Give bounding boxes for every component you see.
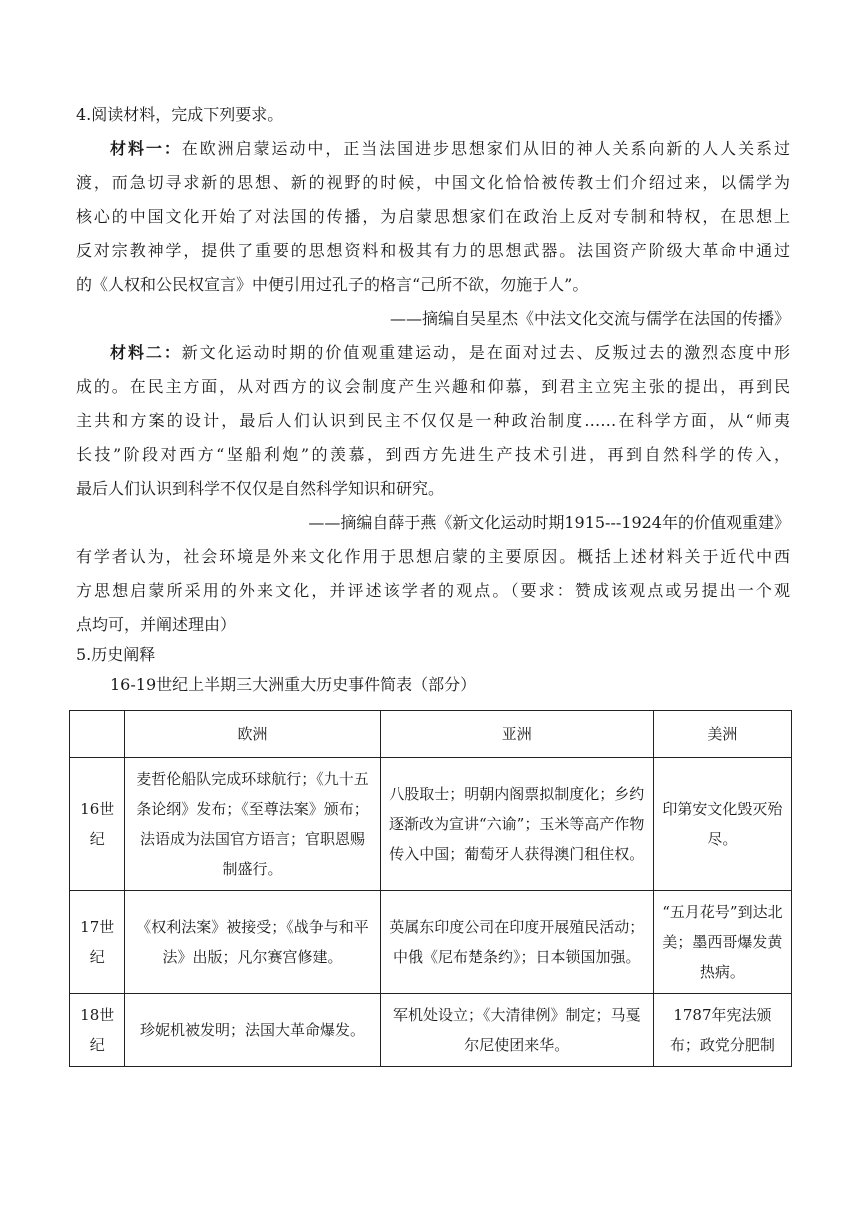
material-1-line: 渡，而急切寻求新的思想、新的视野的时候，中国文化恰恰被传教士们介绍过来，以儒学为	[76, 173, 790, 192]
question-4-heading: 4.阅读材料，完成下列要求。	[76, 105, 284, 124]
material-1-label: 材料一：	[110, 139, 182, 158]
question-5-heading: 5.历史阐释	[76, 645, 156, 664]
table-row	[70, 891, 792, 994]
material-1-line: 反对宗教神学，提供了重要的思想资料和极其有力的思想武器。法国资产阶级大革命中通过	[76, 241, 790, 260]
table-row	[70, 758, 792, 891]
header-cell-asia: 亚洲	[380, 711, 653, 758]
america-cell: 1787年宪法颁布；政党分肥制	[653, 994, 791, 1067]
header-cell-blank	[70, 711, 125, 758]
material-2-line: 长技”阶段对西方“坚船利炮”的羡慕，到西方先进生产技术引进，再到自然科学的传入，	[76, 445, 790, 464]
century-cell: 16世纪	[70, 758, 125, 891]
question-4-prompt-line: 有学者认为，社会环境是外来文化作用于思想启蒙的主要原因。概括上述材料关于近代中西	[76, 547, 790, 566]
century-cell: 17世纪	[70, 891, 125, 994]
material-1-source: ——摘编自吴星杰《中法文化交流与儒学在法国的传播》	[389, 309, 790, 328]
material-2-text: 新文化运动时期的价值观重建运动，是在面对过去、反叛过去的激烈态度中形	[181, 343, 790, 362]
material-1-line	[110, 132, 790, 166]
america-cell: 印第安文化毁灭殆尽。	[653, 758, 791, 891]
header-cell-europe: 欧洲	[125, 711, 380, 758]
material-2-line: 主共和方案的设计，最后人们认识到民主不仅仅是一种政治制度……在科学方面，从“师夷	[76, 411, 790, 430]
table-row	[70, 994, 792, 1067]
europe-cell: 珍妮机被发明；法国大革命爆发。	[125, 994, 380, 1067]
history-events-table	[69, 710, 792, 1067]
material-2-line: 成的。在民主方面，从对西方的议会制度产生兴趣和仰慕，到君主立宪主张的提出，再到民	[76, 377, 790, 396]
europe-cell: 麦哲伦船队完成环球航行；《九十五条论纲》发布；《至尊法案》颁布；法语成为法国官方语言；官职恩赐制盛行。	[125, 758, 380, 891]
material-2-line	[110, 336, 790, 370]
material-2-line: 最后人们认识到科学不仅仅是自然科学知识和研究。	[76, 479, 445, 498]
asia-cell: 英属东印度公司在印度开展殖民活动；中俄《尼布楚条约》；日本锁国加强。	[380, 891, 653, 994]
america-cell: “五月花号”到达北美；墨西哥爆发黄热病。	[653, 891, 791, 994]
asia-cell: 军机处设立；《大清律例》制定；马戛尔尼使团来华。	[380, 994, 653, 1067]
asia-cell: 八股取士；明朝内阁票拟制度化；乡约逐渐改为宣讲“六谕”；玉米等高产作物传入中国；葡萄牙人获得澳门租住权。	[380, 758, 653, 891]
material-2-source: ——摘编自薛于燕《新文化运动时期1915---1924年的价值观重建》	[308, 513, 790, 532]
table-caption: 16-19世纪上半期三大洲重大历史事件简表（部分）	[110, 675, 477, 694]
question-4-prompt-line: 方思想启蒙所采用的外来文化，并评述该学者的观点。（要求：赞成该观点或另提出一个观	[76, 581, 790, 600]
century-cell: 18世纪	[70, 994, 125, 1067]
material-1-line: 的《人权和公民权宣言》中便引用过孔子的格言“己所不欲，勿施于人”。	[76, 275, 589, 294]
header-cell-america: 美洲	[653, 711, 791, 758]
europe-cell: 《权利法案》被接受；《战争与和平法》出版；凡尔赛宫修建。	[125, 891, 380, 994]
material-1-text: 在欧洲启蒙运动中，正当法国进步思想家们从旧的神人关系向新的人人关系过	[181, 139, 790, 158]
material-2-label: 材料二：	[110, 343, 182, 362]
table-header-row	[70, 711, 792, 758]
material-1-line: 核心的中国文化开始了对法国的传播，为启蒙思想家们在政治上反对专制和特权，在思想上	[76, 207, 790, 226]
question-4-prompt-line: 点均可，并阐述理由）	[76, 615, 237, 634]
